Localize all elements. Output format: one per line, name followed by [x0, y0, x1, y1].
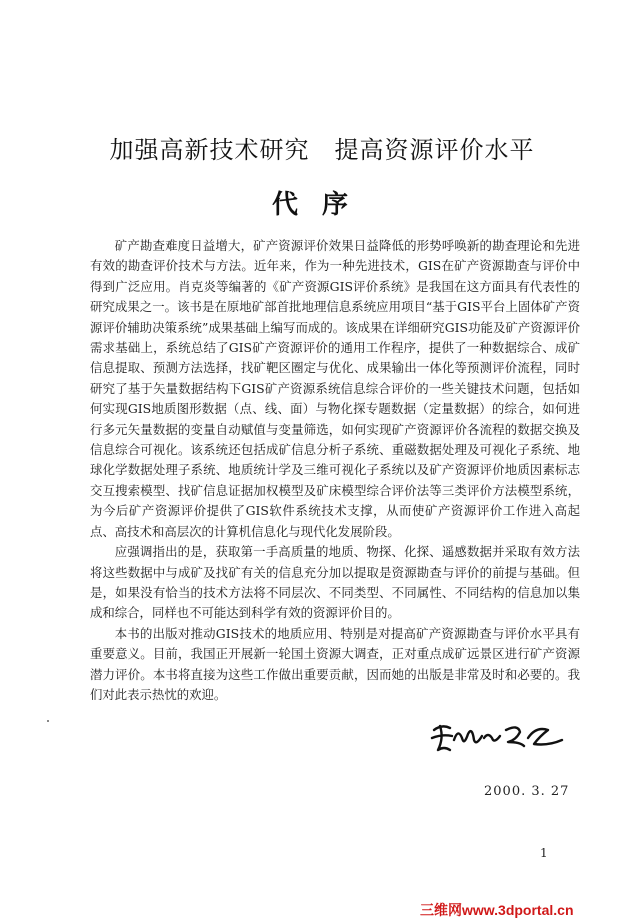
watermark-site-name: 三维网 [420, 902, 462, 918]
document-date: 2000. 3. 27 [484, 784, 570, 799]
watermark-url: www.3dportal.cn [462, 902, 574, 918]
margin-mark [47, 720, 49, 722]
paragraph-1: 矿产勘查难度日益增大，矿产资源评价效果日益降低的形势呼唤新的勘查理论和先进有效的勘查评价技术与方法。近年来，作为一种先进技术，GIS在矿产资源勘查与评价中得到广泛应用。肖克炎等编著的《矿产资源GIS评价系统》是我国在这方面具有代表性的研究成果之一。该书是在原地矿部首批地理信息系统应用项目“基于GIS平台上固体矿产资源评价辅助决策系统”成果基础上编写而成的。该成果在详细研究GIS功能及矿产资源评价需求基础上，系统总结了GIS矿产资源评价的通用工作程序，提供了一种数据综合、成矿信息提取、预测方法选择，找矿靶区圈定与优化、成果输出一体化等预测评价流程，同时研究了基于矢量数据结构下GIS矿产资源系统信息综合评价的一些关键技术问题，包括如何实现GIS地质图形数据（点、线、面）与物化探专题数据（定量数据）的综合，如何进行多元矢量数据的变量自动赋值与变量筛选，如何实现矿产资源评价各流程的数据交换及信息综合可视化。该系统还包括成矿信息分析子系统、重磁数据处理及可视化子系统、地球化学数据处理子系统、地质统计学及三维可视化子系统以及矿产资源评价地质因素标志交互搜索模型、找矿信息证据加权模型及矿床模型综合评价法等三类评价方法模型系统，为今后矿产资源评价提供了GIS软件系统技术支撑，从而使矿产资源评价工作进入高起点、高技术和高层次的计算机信息化与现代化发展阶段。 [90, 238, 580, 539]
page-number: 1 [540, 846, 548, 860]
preface-body [90, 236, 580, 705]
paragraph-2: 应强调指出的是，获取第一手高质量的地质、物探、化探、遥感数据并采取有效方法将这些数据中与成矿及找矿有关的信息充分加以提取是资源勘查与评价的前提与基础。但是，如果没有恰当的技术方法将不同层次、不同类型、不同属性、不同结构的信息加以集成和综合，同样也不可能达到科学有效的资源评价目的。 [90, 544, 580, 621]
site-watermark [420, 900, 642, 920]
document-title: 加强高新技术研究 提高资源评价水平 [109, 136, 535, 164]
document-subtitle: 代序 [271, 190, 372, 220]
handwritten-signature [428, 716, 568, 756]
paragraph-3: 本书的出版对推动GIS技术的地质应用、特别是对提高矿产资源勘查与评价水平具有重要意义。目前，我国正开展新一轮国土资源大调查，正对重点成矿远景区进行矿产资源潜力评价。本书将直接为这些工作做出重要贡献，因而她的出版是非常及时和必要的。我们对此表示热忱的欢迎。 [90, 625, 580, 702]
